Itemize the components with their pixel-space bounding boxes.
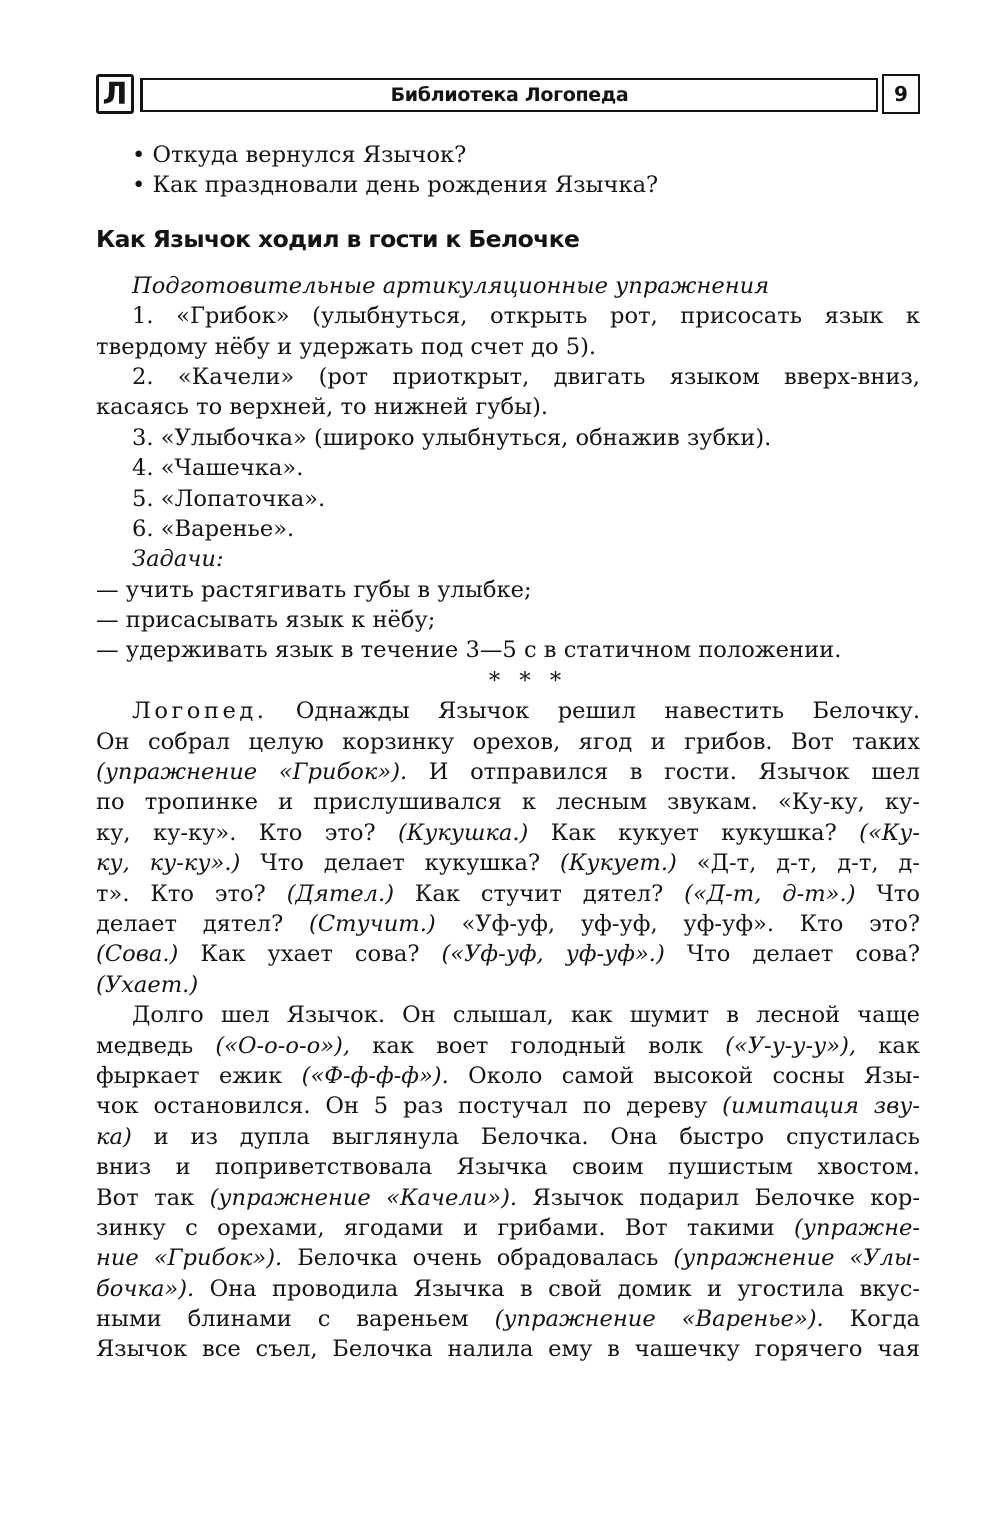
story-line (96, 1122, 920, 1152)
task-item: — удерживать язык в течение 3—5 с в статичном положении. (96, 637, 842, 664)
story-text: Как ухает сова? (200, 941, 420, 968)
exercise-ref: (упражне- (794, 1214, 921, 1241)
bullet-item: • Как праздновали день рождения Язычка? (132, 172, 659, 199)
answer-text: («Уф-уф, уф-уф».) (441, 941, 665, 968)
story-text: как (878, 1032, 921, 1059)
exercise-ref: ние «Грибок»). (96, 1245, 283, 1272)
story-text: И отправился в гости. Язычок шел (428, 759, 920, 786)
story-text: Она проводила Язычка в свой домик и угостила вкус- (209, 1275, 921, 1302)
exercise-item: 6. «Варенье». (132, 515, 295, 542)
story-text: Язычок подарил Белочке кор- (532, 1184, 921, 1211)
exercise-item: 1. «Грибок» (улыбнуться, открыть рот, присосать язык к (132, 303, 920, 330)
story-line: вниз и поприветствовала Язычка своим пушистым хвостом. (96, 1154, 920, 1181)
bullet-item: • Откуда вернулся Язычок? (132, 142, 467, 168)
story-line (96, 939, 920, 969)
page-number: 9 (882, 74, 920, 114)
story-line (96, 1274, 920, 1304)
exercise-ref: бочка»). (96, 1275, 195, 1302)
answer-text: (Дятел.) (286, 880, 395, 907)
story-line (96, 1213, 920, 1243)
story-line (96, 1061, 920, 1091)
story-line: Долго шел Язычок. Он слышал, как шумит в лесной чаще (132, 1002, 920, 1029)
story-text: Белочка очень обрадовалась (297, 1245, 659, 1272)
exercise-item: 4. «Чашечка». (132, 455, 304, 482)
story-line: Он собрал целую корзинку орехов, ягод и грибов. Вот таких (96, 728, 920, 755)
story-text: «Уф-уф, уф-уф, уф-уф». Кто это? (461, 910, 921, 937)
answer-text: (Сова.) (96, 941, 179, 968)
answer-text: («Д-т, д-т».) (684, 880, 856, 907)
story-text: «Д-т, д-т, д-т, д- (696, 850, 920, 877)
story-line (96, 1243, 920, 1273)
story-line: Язычок все съел, Белочка налила ему в чашечку горячего чая (96, 1336, 920, 1363)
story-text: Около самой высокой сосны Язы- (468, 1062, 921, 1089)
exercise-ref: ка) (96, 1123, 132, 1150)
story-text: фыркает ежик (96, 1062, 283, 1089)
story-text: ными блинами с вареньем (96, 1306, 469, 1333)
story-line (96, 879, 920, 909)
task-item: — присасывать язык к нёбу; (96, 607, 436, 634)
answer-text: ку, ку-ку».) (96, 850, 241, 877)
story-line (96, 1031, 920, 1061)
answer-text: (Ухает.) (96, 971, 199, 998)
answer-text: (Кукушка.) (397, 819, 529, 846)
story-text: ку, ку-ку». Кто это? (96, 819, 376, 846)
story-text: Что делает кукушка? (260, 850, 541, 877)
running-header (96, 74, 920, 118)
exercise-ref: (упражнение «Улы- (673, 1245, 920, 1272)
story-text: Что делает сова? (686, 941, 920, 968)
section-title: Как Язычок ходил в гости к Белочке (96, 224, 580, 253)
story-line: по тропинке и прислушивался к лесным звукам. «Ку-ку, ку- (96, 789, 920, 816)
story-line (96, 848, 920, 878)
exercise-ref: (упражнение «Грибок»). (96, 759, 408, 786)
exercise-ref: (упражнение «Качели»). (209, 1184, 518, 1211)
story-text: делает дятел? (96, 910, 284, 937)
story-text: чок остановился. Он 5 раз постучал по дереву (96, 1093, 708, 1120)
story-text: и из дупла выглянула Белочка. Она быстро спустилась (153, 1123, 920, 1150)
story-line (96, 757, 920, 787)
story-line (96, 1091, 920, 1121)
exercise-ref: (упражнение «Варенье»). (494, 1306, 824, 1333)
exercise-item-cont: твердому нёбу и удержать под счет до 5). (96, 333, 597, 360)
story-text: Как стучит дятел? (414, 880, 664, 907)
sound-text: («О-о-о-о»), (215, 1032, 351, 1059)
story-line (96, 818, 920, 848)
story-line (96, 1183, 920, 1213)
sound-text: («У-у-у-у»), (725, 1032, 857, 1059)
exercise-item-cont: касаясь то верхней, то нижней губы). (96, 394, 549, 421)
story-text: Как кукует кукушка? (550, 819, 837, 846)
prep-heading: Подготовительные артикуляционные упражнения (132, 272, 770, 299)
task-item: — учить растягивать губы в улыбке; (96, 576, 532, 603)
story-line (96, 696, 920, 726)
answer-text: (Стучит.) (309, 910, 436, 937)
library-logo: Л (96, 74, 134, 114)
exercise-item: 3. «Улыбочка» (широко улыбнуться, обнажив зубки). (132, 424, 772, 451)
exercise-ref: (имитация зву- (722, 1093, 920, 1120)
tasks-heading: Задачи: (132, 546, 224, 573)
story-line (96, 909, 920, 939)
exercise-item: 5. «Лопаточка». (132, 485, 326, 512)
story-text: как воет голодный волк (372, 1032, 703, 1059)
exercise-item: 2. «Качели» (рот приоткрыт, двигать языком вверх-вниз, (132, 363, 920, 390)
speaker-label: Логопед. (132, 698, 268, 725)
story-text: Вот так (96, 1184, 195, 1211)
story-text: Когда (849, 1306, 920, 1333)
section-divider: * * * (488, 667, 568, 694)
bullet-text: Откуда вернулся Язычок? (152, 142, 467, 168)
story-line (96, 1304, 920, 1334)
bullet-text: Как праздновали день рождения Язычка? (152, 172, 659, 199)
story-text: т». Кто это? (96, 880, 266, 907)
header-title: Библиотека Логопеда (140, 78, 878, 112)
story-text: Однажды Язычок решил навестить Белочку. (295, 698, 920, 725)
answer-text: («Ку- (859, 819, 921, 846)
story-text: Что (876, 880, 920, 907)
answer-text: (Кукует.) (560, 850, 677, 877)
sound-text: («Ф-ф-ф-ф»). (301, 1062, 449, 1089)
story-text: медведь (96, 1032, 194, 1059)
page-body (96, 140, 920, 1365)
story-text: зинку с орехами, ягодами и грибами. Вот такими (96, 1214, 775, 1241)
